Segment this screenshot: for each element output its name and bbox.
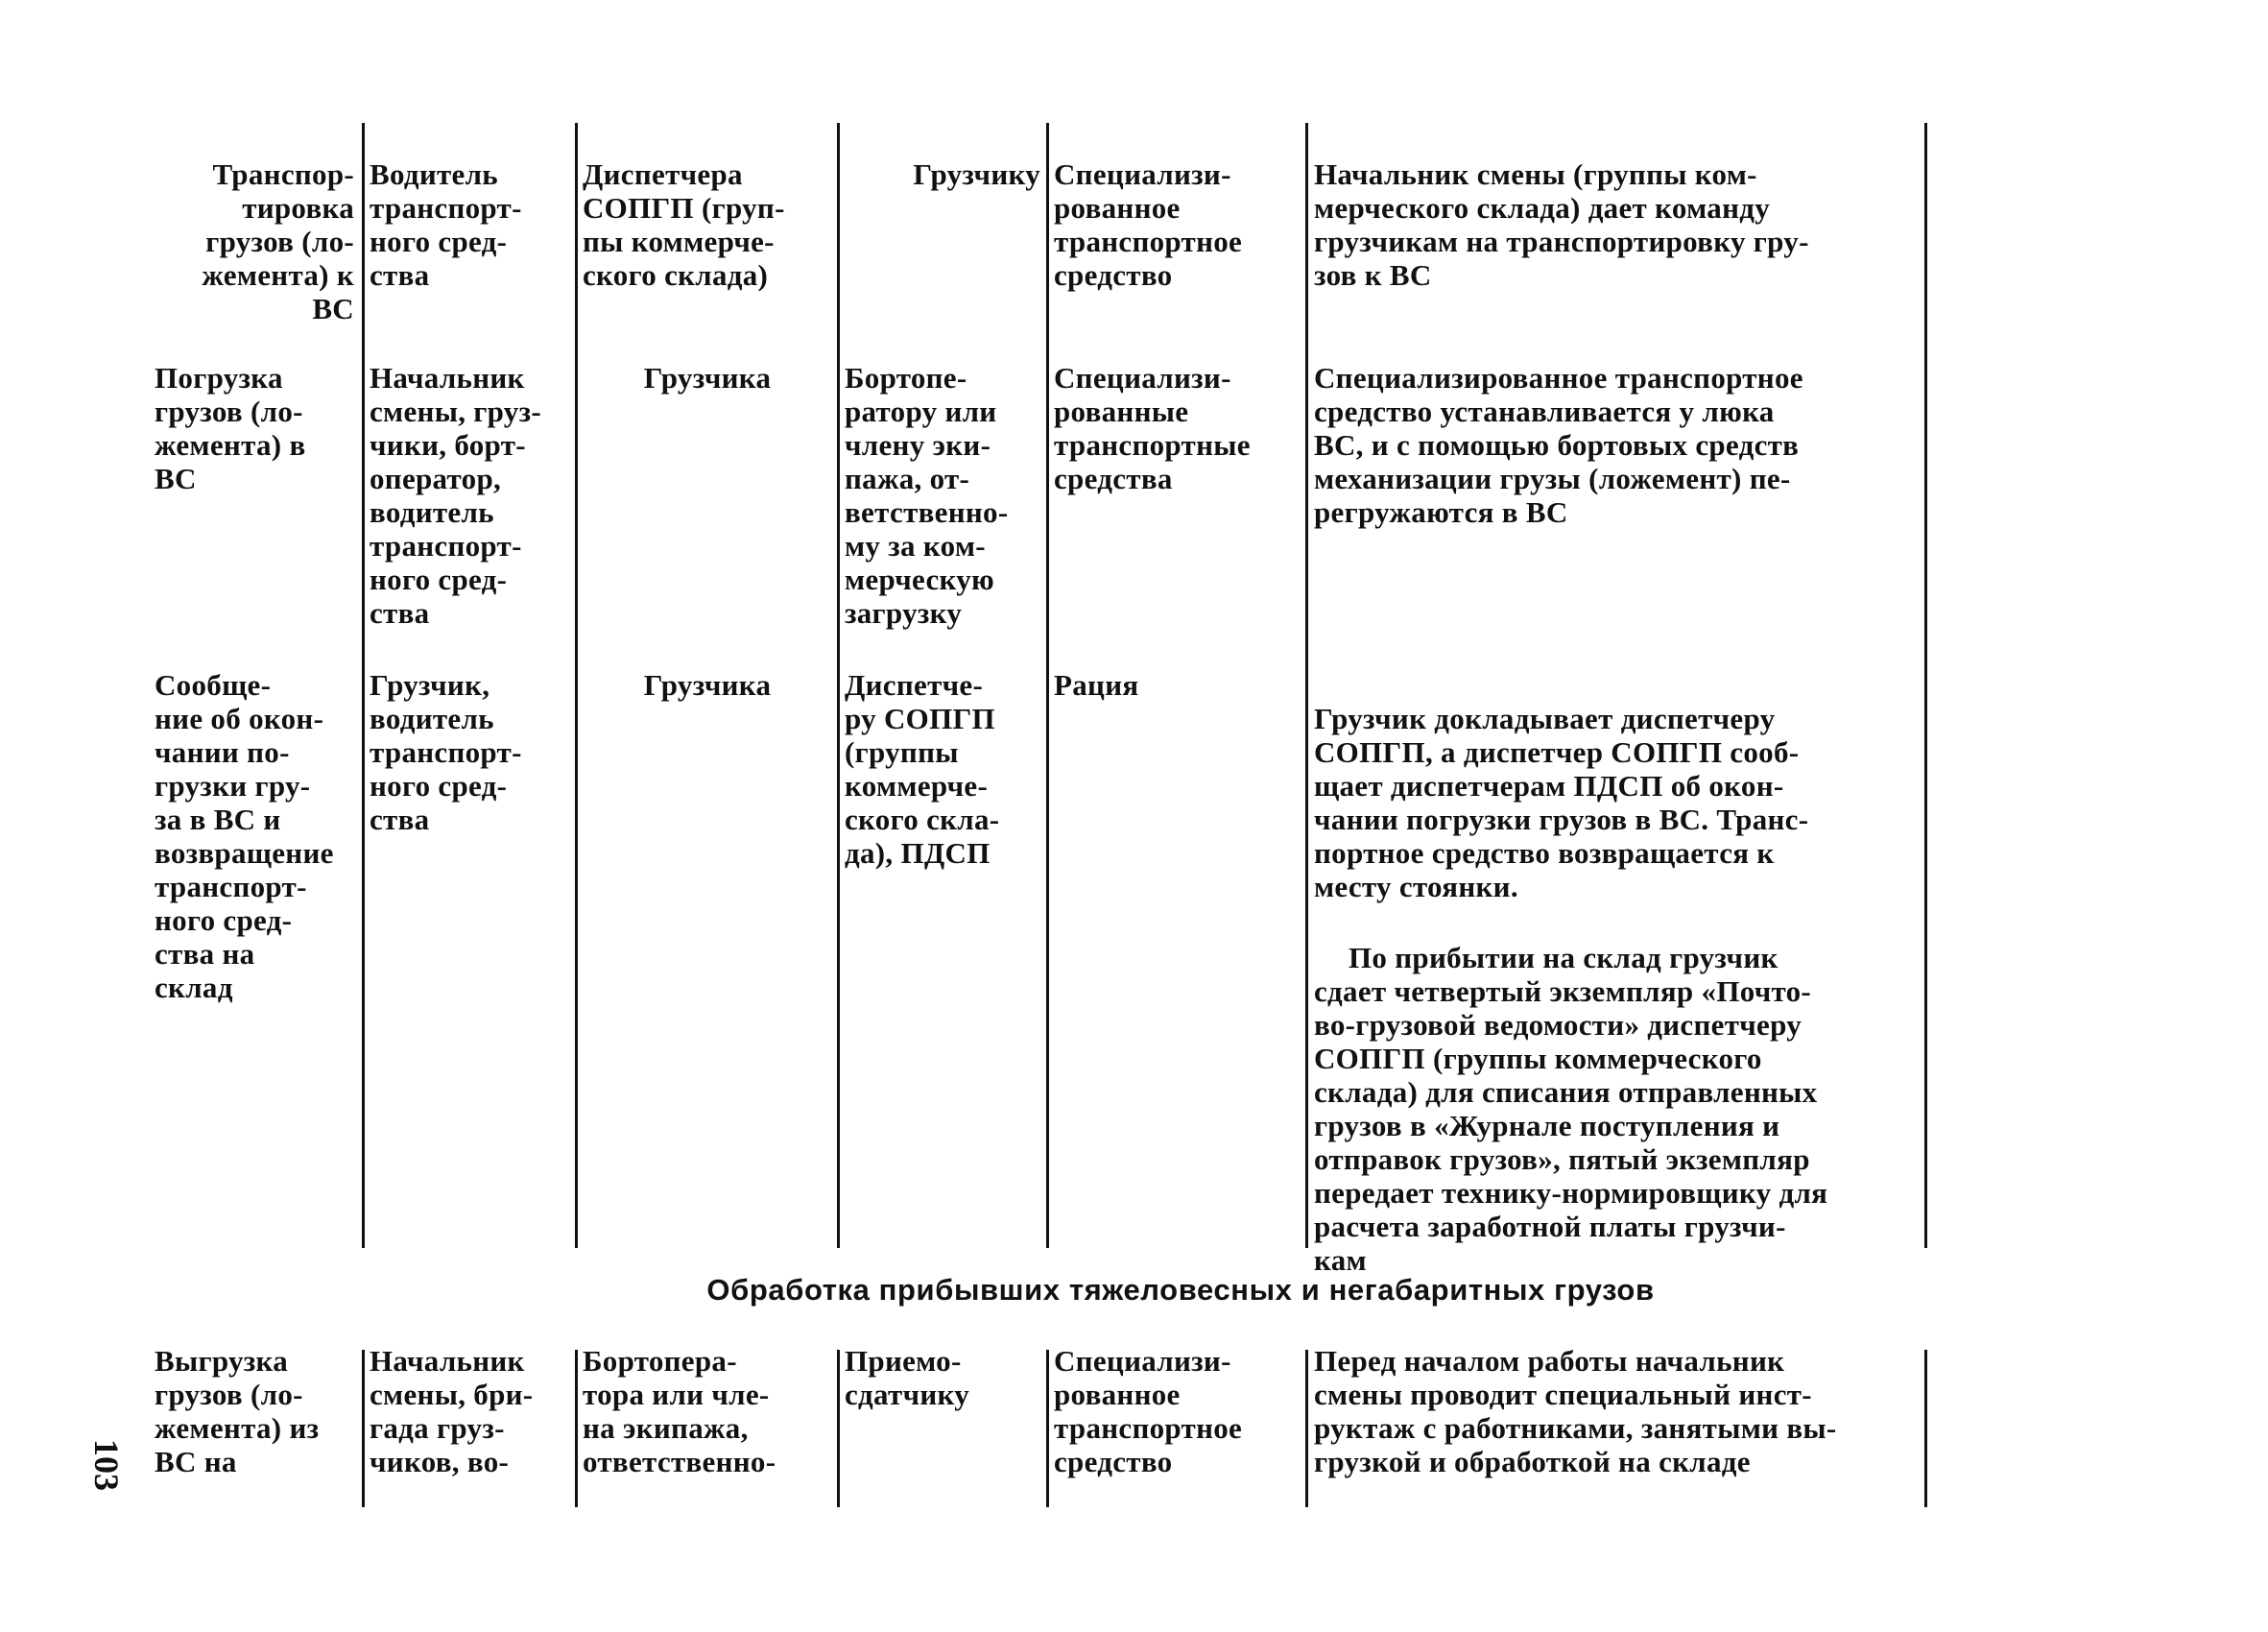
section-heading: Обработка прибывших тяжеловесных и негабаритных грузов — [706, 1273, 1655, 1307]
informs-from-cell: Бортопера- тора или чле- на экипажа, ответственно- — [583, 1344, 776, 1478]
column-divider — [575, 123, 578, 1248]
reports-to-cell: Грузчику — [913, 157, 1040, 191]
column-divider — [1046, 1350, 1049, 1507]
description-cell: Специализированное транспортное средство устанавливается у люка ВС, и с помощью бортовых средств механизации грузы (ложемент) пе- регружаются в ВС — [1314, 361, 1803, 529]
column-divider — [575, 1350, 578, 1507]
informs-from-cell: Грузчика — [643, 668, 772, 702]
description-cell — [1314, 668, 1917, 1310]
reports-to-cell: Приемо- сдатчику — [845, 1344, 970, 1411]
column-divider — [837, 123, 840, 1248]
performer-cell: Грузчик, водитель транспорт- ного сред- ства — [370, 668, 522, 836]
column-divider — [1305, 123, 1308, 1248]
description-paragraph: Грузчик докладывает диспетчеру СОПГП, а диспетчер СОПГП сооб- щает диспетчерам ПДСП об окон- чании погрузки грузов в ВС. Транс- портное средство возвращается к месту стоянки. — [1314, 702, 1809, 903]
description-cell: Начальник смены (группы ком- мерческого склада) дает команду грузчикам на транспортировку гру- зов к ВС — [1314, 157, 1809, 292]
performer-cell: Начальник смены, бри- гада груз- чиков, во- — [370, 1344, 534, 1478]
informs-from-cell: Грузчика — [643, 361, 772, 395]
reports-to-cell: Диспетче- ру СОПГП (группы коммерче- ского скла- да), ПДСП — [845, 668, 1000, 870]
column-divider — [362, 1350, 365, 1507]
performer-cell: Водитель транспорт- ного сред- ства — [370, 157, 522, 292]
operations-table-top — [149, 123, 1929, 1277]
equipment-cell: Специализи- рованные транспортные средства — [1054, 361, 1251, 495]
column-divider — [1924, 1350, 1927, 1507]
column-divider — [1305, 1350, 1308, 1507]
operation-cell: Выгрузка грузов (ло- жемента) из ВС на — [155, 1344, 320, 1478]
equipment-cell: Рация — [1054, 668, 1139, 702]
page-number: 103 — [87, 1439, 126, 1491]
operation-cell: Погрузка грузов (ло- жемента) в ВС — [155, 361, 306, 495]
operation-cell: Сообще- ние об окон- чании по- грузки гру- за в ВС и возвращение транспорт- ного сред- ства на склад — [155, 668, 334, 1004]
operation-cell: Транспор- тировка грузов (ло- жемента) к ВС — [202, 157, 354, 325]
informs-from-cell: Диспетчера СОПГП (груп- пы коммерче- ского склада) — [583, 157, 785, 292]
description-cell: Перед началом работы начальник смены проводит специальный инст- руктаж с работниками, занятыми вы- грузкой и обработкой на складе — [1314, 1344, 1837, 1478]
performer-cell: Начальник смены, груз- чики, борт- оператор, водитель транспорт- ного сред- ства — [370, 361, 541, 630]
column-divider — [837, 1350, 840, 1507]
column-divider — [1924, 123, 1927, 1248]
equipment-cell: Специализи- рованное транспортное средство — [1054, 157, 1243, 292]
operations-table-bottom — [149, 1344, 1929, 1507]
column-divider — [362, 123, 365, 1248]
description-paragraph: По прибытии на склад грузчик сдает четвертый экземпляр «Почто- во-грузовой ведомости» диспетчеру СОПГП (группы коммерческого склада) для списания отправленных грузов в «Журнале поступления и отправок грузов», пятый экземпляр передает технику-нормировщику для расчета заработной платы грузчи- кам — [1314, 941, 1828, 1277]
equipment-cell: Специализи- рованное транспортное средство — [1054, 1344, 1243, 1478]
reports-to-cell: Бортопе- ратору или члену эки- пажа, от- ветственно- му за ком- мерческую загрузку — [845, 361, 1009, 630]
column-divider — [1046, 123, 1049, 1248]
